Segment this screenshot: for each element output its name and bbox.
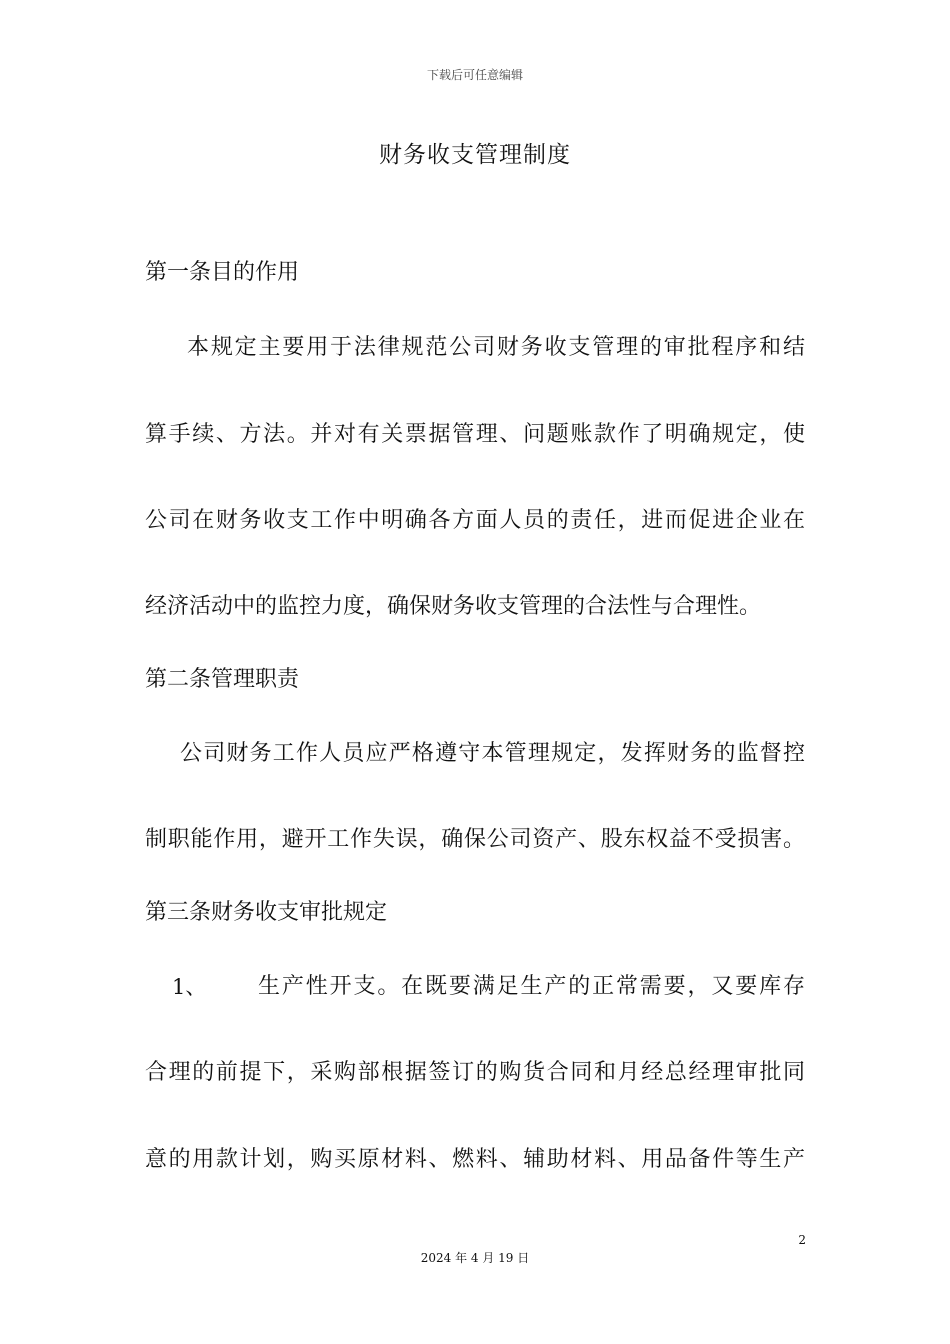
paragraph-line: 意的用款计划，购买原材料、燃料、辅助材料、用品备件等生产 [145,1147,805,1172]
footer-date: 2024 年 4 月 19 日 [420,1251,530,1265]
paragraph-line: 合理的前提下，采购部根据签订的购货合同和月经总经理审批同 [145,1060,805,1085]
paragraph-line: 制职能作用，避开工作失误，确保公司资产、股东权益不受损害。 [145,827,805,852]
paragraph-line: 本规定主要用于法律规范公司财务收支管理的审批程序和结 [187,335,805,360]
paragraph-line: 公司在财务收支工作中明确各方面人员的责任，进而促进企业在 [145,508,805,533]
paragraph-line: 算手续、方法。并对有关票据管理、问题账款作了明确规定，使 [145,422,805,447]
section-heading-3: 第三条财务收支审批规定 [145,900,388,925]
section-heading-2: 第二条管理职责 [145,667,300,692]
header-note: 下载后可任意编辑 [426,68,523,82]
page-number: 2 [798,1233,806,1247]
paragraph-line: 经济活动中的监控力度，确保财务收支管理的合法性与合理性。 [145,594,762,619]
section-heading-1: 第一条目的作用 [145,260,300,285]
paragraph-line: 生产性开支。在既要满足生产的正常需要，又要库存 [258,974,805,999]
document-title: 财务收支管理制度 [379,142,571,168]
list-item-number: 1、 [172,975,207,999]
paragraph-line: 公司财务工作人员应严格遵守本管理规定，发挥财务的监督控 [180,741,805,766]
